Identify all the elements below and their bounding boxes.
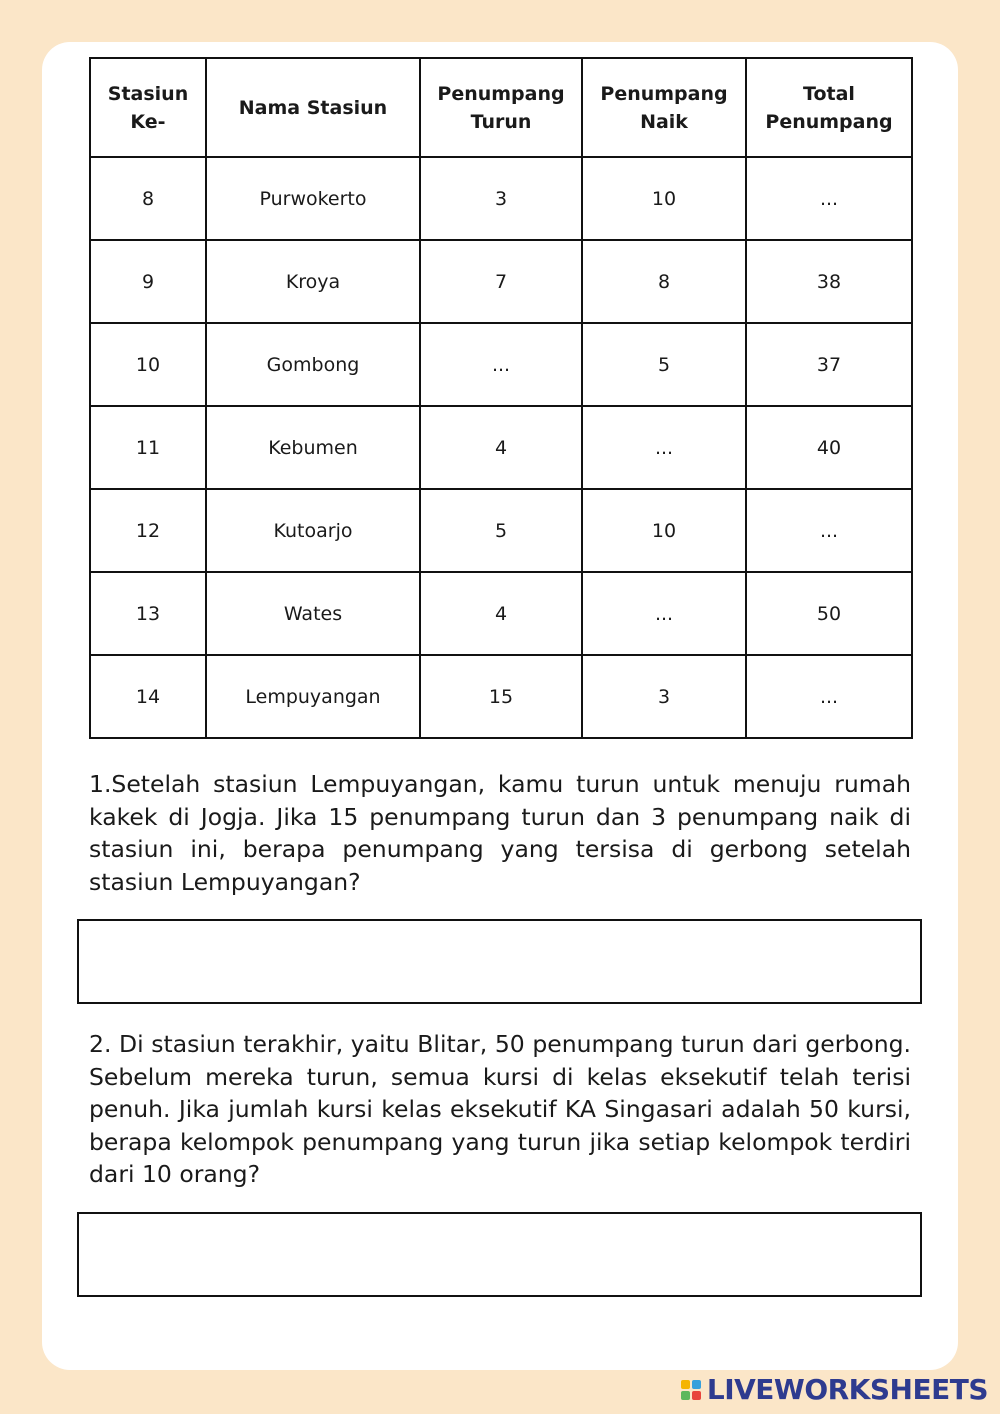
cell-passengers-on: 10	[582, 489, 746, 572]
cell-station-number: 8	[90, 157, 206, 240]
header-station-name: Nama Stasiun	[206, 58, 420, 157]
answer-box-1[interactable]	[77, 919, 922, 1004]
passenger-table	[89, 57, 913, 739]
cell-station-number: 9	[90, 240, 206, 323]
table-row	[90, 323, 912, 406]
cell-total-passengers: ...	[746, 157, 912, 240]
table-row	[90, 489, 912, 572]
cell-station-name: Kroya	[206, 240, 420, 323]
table-row	[90, 240, 912, 323]
cell-station-number: 12	[90, 489, 206, 572]
cell-passengers-off: 15	[420, 655, 582, 738]
cell-total-passengers: 50	[746, 572, 912, 655]
cell-passengers-on: ...	[582, 406, 746, 489]
answer-box-2[interactable]	[77, 1212, 922, 1297]
cell-passengers-on: 5	[582, 323, 746, 406]
liveworksheets-wordmark: LIVEWORKSHEETS	[706, 1373, 988, 1406]
logo-square-i	[692, 1380, 701, 1389]
cell-station-name: Kutoarjo	[206, 489, 420, 572]
cell-station-name: Purwokerto	[206, 157, 420, 240]
question-2-text: 2. Di stasiun terakhir, yaitu Blitar, 50 penumpang turun dari gerbong. Sebelum mereka turun, semua kursi di kelas eksekutif telah terisi penuh. Jika jumlah kursi kelas eksekutif KA Singasari adalah 50 kursi, berapa kelompok penumpang yang turun jika setiap kelompok terdiri dari 10 orang?	[89, 1030, 911, 1188]
header-station-number: Stasiun Ke-	[90, 58, 206, 157]
logo-square-l	[681, 1380, 690, 1389]
cell-station-name: Wates	[206, 572, 420, 655]
logo-square-v	[681, 1391, 690, 1400]
cell-passengers-on: 3	[582, 655, 746, 738]
cell-passengers-on: 8	[582, 240, 746, 323]
cell-station-number: 11	[90, 406, 206, 489]
table-header-row	[90, 58, 912, 157]
cell-passengers-off: 3	[420, 157, 582, 240]
cell-total-passengers: 38	[746, 240, 912, 323]
cell-passengers-on: ...	[582, 572, 746, 655]
cell-total-passengers: ...	[746, 489, 912, 572]
table-row	[90, 572, 912, 655]
cell-passengers-off: ...	[420, 323, 582, 406]
cell-station-number: 14	[90, 655, 206, 738]
cell-station-number: 13	[90, 572, 206, 655]
table-row	[90, 157, 912, 240]
header-passengers-off: Penumpang Turun	[420, 58, 582, 157]
logo-square-e	[692, 1391, 701, 1400]
cell-passengers-on: 10	[582, 157, 746, 240]
cell-total-passengers: 37	[746, 323, 912, 406]
question-1-text: 1.Setelah stasiun Lempuyangan, kamu turun untuk menuju rumah kakek di Jogja. Jika 15 penumpang turun dan 3 penumpang naik di stasiun ini, berapa penumpang yang tersisa di gerbong setelah stasiun Lempuyangan?	[89, 770, 911, 896]
cell-passengers-off: 4	[420, 406, 582, 489]
cell-passengers-off: 5	[420, 489, 582, 572]
cell-passengers-off: 7	[420, 240, 582, 323]
header-total-passengers: Total Penumpang	[746, 58, 912, 157]
table-row	[90, 406, 912, 489]
liveworksheets-brand	[681, 1373, 988, 1406]
cell-station-number: 10	[90, 323, 206, 406]
cell-station-name: Gombong	[206, 323, 420, 406]
cell-total-passengers: ...	[746, 655, 912, 738]
liveworksheets-logo-icon	[681, 1380, 701, 1400]
table-row	[90, 655, 912, 738]
cell-station-name: Lempuyangan	[206, 655, 420, 738]
cell-total-passengers: 40	[746, 406, 912, 489]
cell-station-name: Kebumen	[206, 406, 420, 489]
header-passengers-on: Penumpang Naik	[582, 58, 746, 157]
cell-passengers-off: 4	[420, 572, 582, 655]
